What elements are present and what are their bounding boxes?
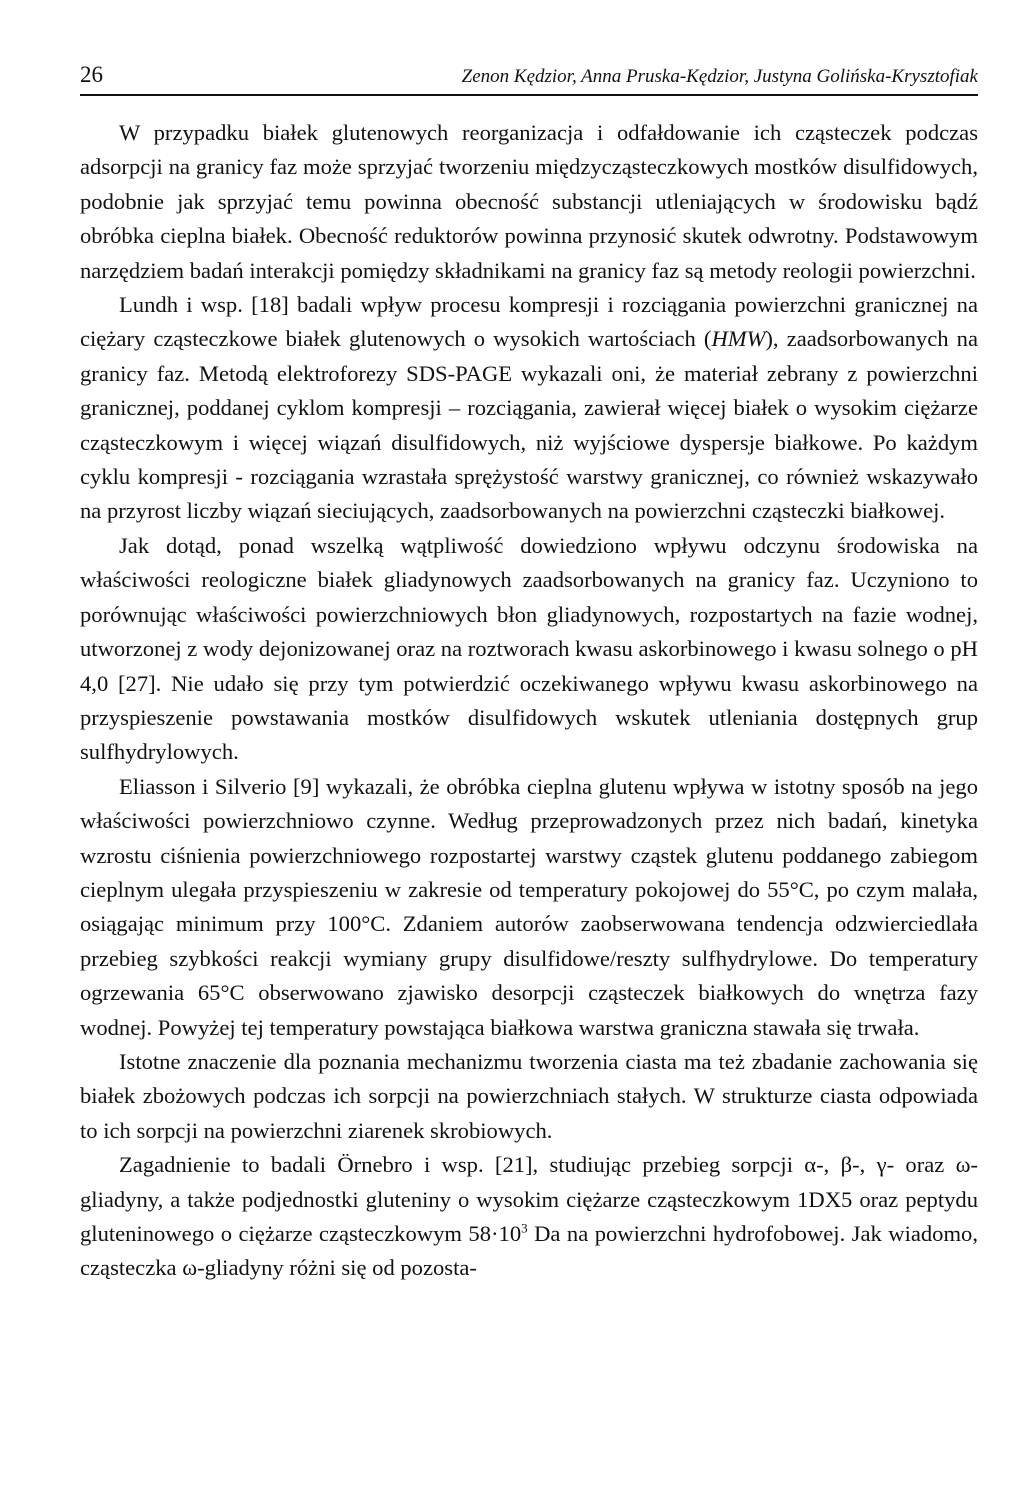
paragraph-2-start: Lundh i wsp. [18] badali wpływ procesu kompresji i rozciągania powierzchni granicznej na ciężary cząsteczkowe białek glutenowych o wysokich wartościach ( bbox=[80, 292, 978, 352]
paragraph-6-start: Zagadnienie to badali Örnebro i wsp. [21], studiując przebieg sorpcji α-, β-, γ- oraz ω-gliadyny, a także podjednostki gluteniny o wysokim ciężarze cząsteczkowym 1DX5 oraz peptydu gluteninowego o ciężarze cząsteczkowym 58·10 bbox=[80, 1152, 978, 1246]
paragraph-6 bbox=[80, 1148, 978, 1286]
paragraph-1: W przypadku białek glutenowych reorganizacja i odfałdowanie ich cząsteczek podczas adsorpcji na granicy faz może sprzyjać tworzeniu międzycząsteczkowych mostków disulfidowych, podobnie jak sprzyjać temu powinna obecność substancji utleniających w środowisku bądź obróbka cieplna białek. Obecność reduktorów powinna przynosić skutek odwrotny. Podstawowym narzędziem badań interakcji pomiędzy składnikami na granicy faz są metody reologii powierzchni. bbox=[80, 120, 978, 283]
body-text bbox=[80, 116, 978, 1286]
paragraph-5: Istotne znaczenie dla poznania mechanizmu tworzenia ciasta ma też zbadanie zachowania się białek zbożowych podczas ich sorpcji na powierzchniach stałych. W strukturze ciasta odpowiada to ich sorpcji na powierzchni ziarenek skrobiowych. bbox=[80, 1048, 978, 1143]
paragraph-2-end: ), zaadsorbowanych na granicy faz. Metodą elektroforezy SDS-PAGE wykazali oni, że materiał zebrany z powierzchni granicznej, poddanej cyklom kompresji – rozciągania, zawierał więcej białek o wysokim ciężarze cząsteczkowym i więcej wiązań disulfidowych, niż wyjściowe dyspersje białkowe. Po każdym cyklu kompresji - rozciągania wzrastała sprężystość warstwy granicznej, co również wskazywało na przyrost liczby wiązań sieciujących, zaadsorbowanych na powierzchni cząsteczki białkowej. bbox=[80, 326, 978, 524]
page-number: 26 bbox=[80, 62, 103, 87]
exponent-superscript: 3 bbox=[521, 1220, 528, 1236]
hmw-abbreviation: HMW bbox=[711, 326, 766, 352]
document-page bbox=[80, 62, 978, 1286]
running-header-authors: Zenon Kędzior, Anna Pruska-Kędzior, Justyna Golińska-Krysztofiak bbox=[461, 66, 978, 87]
paragraph-4: Eliasson i Silverio [9] wykazali, że obróbka cieplna glutenu wpływa w istotny sposób na jego właściwości powierzchniowo czynne. Według przeprowadzonych przez nich badań, kinetyka wzrostu ciśnienia powierzchniowego rozpostartej warstwy cząstek glutenu poddanego zabiegom cieplnym ulegała przyspieszeniu w zakresie od temperatury pokojowej do 55°C, po czym malała, osiągając minimum przy 100°C. Zdaniem autorów zaobserwowana tendencja odzwierciedlała przebieg szybkości reakcji wymiany grupy disulfidowe/reszty sulfhydrylowe. Do temperatury ogrzewania 65°C obserwowano zjawisko desorpcji cząsteczek białkowych do wnętrza fazy wodnej. Powyżej tej temperatury powstająca białkowa warstwa graniczna stawała się trwała. bbox=[80, 773, 978, 1040]
paragraph-6-end: Da na powierzchni hydrofobowej. Jak wiadomo, cząsteczka ω-gliadyny różni się od pozosta- bbox=[80, 1221, 978, 1281]
paragraph-3: Jak dotąd, ponad wszelką wątpliwość dowiedziono wpływu odczynu środowiska na właściwości reologiczne białek gliadynowych zaadsorbowanych na granicy faz. Uczyniono to porównując właściwości powierzchniowych błon gliadynowych, rozpostartych na fazie wodnej, utworzonej z wody dejonizowanej oraz na roztworach kwasu askorbinowego i kwasu solnego o pH 4,0 [27]. Nie udało się przy tym potwierdzić oczekiwanego wpływu kwasu askorbinowego na przyspieszenie powstawania mostków disulfidowych wskutek utleniania dostępnych grup sulfhydrylowych. bbox=[80, 532, 978, 765]
running-header bbox=[80, 62, 978, 96]
paragraph-2 bbox=[80, 288, 978, 529]
